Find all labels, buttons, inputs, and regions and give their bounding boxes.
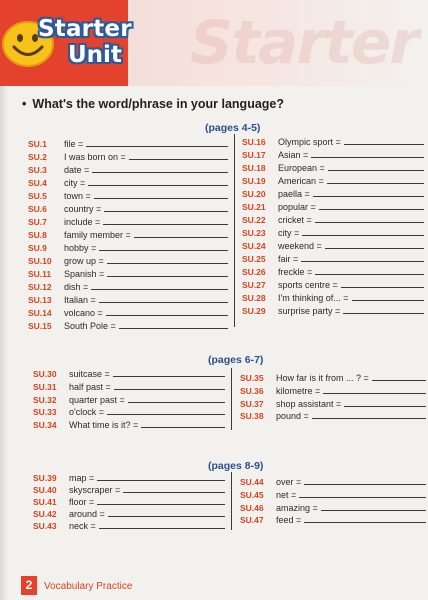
vocab-term: over = — [276, 477, 302, 487]
vocab-item — [242, 147, 424, 160]
answer-line[interactable] — [313, 196, 424, 197]
vocab-term: around = — [69, 509, 105, 519]
vocab-code: SU.43 — [33, 521, 57, 531]
vocab-item — [28, 292, 228, 305]
page-number: 2 — [21, 576, 37, 595]
answer-line[interactable] — [344, 406, 426, 407]
vocab-item — [33, 518, 225, 531]
vocab-term: city = — [64, 178, 86, 188]
vocab-code: SU.23 — [242, 228, 266, 238]
vocab-item — [242, 199, 424, 212]
vocab-term: surprise party = — [278, 306, 341, 316]
vocab-code: SU.45 — [240, 489, 264, 500]
answer-line[interactable] — [99, 528, 225, 529]
answer-line[interactable] — [107, 276, 228, 277]
answer-line[interactable] — [299, 497, 426, 498]
vocab-code: SU.42 — [33, 509, 57, 519]
vocab-item — [33, 404, 225, 417]
vocab-term: What time is it? = — [69, 420, 139, 431]
vocab-term: hobby = — [64, 243, 97, 253]
vocab-code: SU.6 — [28, 204, 47, 214]
vocab-item — [28, 318, 228, 331]
vocab-code: SU.17 — [242, 150, 266, 160]
vocab-code: SU.35 — [240, 373, 264, 383]
vocab-code: SU.32 — [33, 394, 57, 405]
vocab-code: SU.9 — [28, 243, 47, 253]
answer-line[interactable] — [319, 209, 424, 210]
vocab-code: SU.30 — [33, 369, 57, 379]
instruction-text: What's the word/phrase in your language? — [32, 97, 285, 111]
vocab-item — [240, 500, 426, 513]
vocab-code: SU.1 — [28, 139, 47, 149]
vocab-term: South Pole = — [64, 321, 116, 331]
vocab-code: SU.46 — [240, 502, 264, 513]
vocab-code: SU.14 — [28, 308, 52, 318]
vocab-item — [240, 396, 426, 409]
vocab-code: SU.39 — [33, 473, 57, 483]
answer-line[interactable] — [323, 393, 426, 394]
vocab-code: SU.8 — [28, 230, 47, 240]
answer-line[interactable] — [315, 274, 424, 275]
answer-line[interactable] — [106, 315, 228, 316]
answer-line[interactable] — [113, 376, 225, 377]
vocab-item — [240, 487, 426, 500]
vocab-code: SU.11 — [28, 269, 52, 279]
vocab-item — [242, 186, 424, 199]
answer-line[interactable] — [372, 380, 426, 381]
answer-line[interactable] — [315, 222, 424, 223]
answer-line[interactable] — [104, 211, 228, 212]
vocab-code: SU.2 — [28, 152, 47, 162]
vocab-item — [240, 383, 426, 396]
answer-line[interactable] — [302, 235, 424, 236]
vocab-term: freckle = — [278, 267, 313, 277]
vocab-code: SU.24 — [242, 241, 266, 251]
answer-line[interactable] — [107, 414, 225, 415]
answer-line[interactable] — [129, 159, 228, 160]
vocab-code: SU.34 — [33, 420, 57, 431]
vocab-term: feed = — [276, 515, 302, 526]
vocab-item — [240, 474, 426, 487]
vocab-code: SU.28 — [242, 293, 266, 303]
vocab-item — [242, 264, 424, 277]
vocab-item — [28, 279, 228, 292]
answer-line[interactable] — [321, 510, 426, 511]
answer-line[interactable] — [123, 492, 225, 493]
vocab-code: SU.41 — [33, 497, 57, 507]
vocab-term: shop assistant = — [276, 398, 342, 409]
vocab-term: town = — [64, 191, 91, 201]
answer-line[interactable] — [352, 300, 424, 301]
vocab-item — [240, 408, 426, 421]
answer-line[interactable] — [327, 183, 424, 184]
answer-line[interactable] — [325, 248, 424, 249]
column-divider — [231, 472, 232, 530]
vocab-term: date = — [64, 165, 90, 175]
vocab-code: SU.44 — [240, 477, 264, 487]
vocab-term: neck = — [69, 521, 96, 531]
vocab-item — [242, 134, 424, 147]
vocab-item — [242, 212, 424, 225]
answer-line[interactable] — [92, 172, 228, 173]
answer-line[interactable] — [86, 146, 228, 147]
vocab-item — [28, 305, 228, 318]
vocab-term: How far is it from ... ? = — [276, 373, 369, 383]
section-heading-pages-8-9: (pages 8-9) — [208, 460, 264, 472]
vocab-term: American = — [278, 176, 324, 186]
answer-line[interactable] — [103, 224, 228, 225]
vocab-code: SU.31 — [33, 381, 57, 392]
vocab-term: popular = — [278, 202, 316, 212]
page-edge-shadow — [0, 0, 8, 600]
answer-line[interactable] — [134, 237, 228, 238]
vocab-term: I was born on = — [64, 152, 126, 162]
vocab-code: SU.19 — [242, 176, 266, 186]
vocab-item — [28, 240, 228, 253]
vocab-code: SU.29 — [242, 306, 266, 316]
vocab-term: paella = — [278, 189, 310, 199]
header-watermark: Starter — [190, 8, 417, 78]
unit-title-unit: Unit — [68, 42, 122, 68]
vocab-term: o'clock = — [69, 407, 104, 418]
answer-line[interactable] — [304, 522, 426, 523]
vocab-item — [33, 417, 225, 430]
answer-line[interactable] — [94, 198, 228, 199]
answer-line[interactable] — [99, 302, 228, 303]
vocab-term: file = — [64, 139, 84, 149]
vocab-term: country = — [64, 204, 102, 214]
unit-logo-block — [0, 0, 132, 86]
vocab-code: SU.33 — [33, 407, 57, 418]
answer-line[interactable] — [343, 313, 424, 314]
vocab-term: quarter past = — [69, 394, 125, 405]
answer-line[interactable] — [304, 484, 426, 485]
vocab-code: SU.47 — [240, 515, 264, 526]
vocab-term: map = — [69, 473, 95, 483]
answer-line[interactable] — [114, 389, 225, 390]
vocab-term: amazing = — [276, 502, 318, 513]
vocab-item — [242, 303, 424, 316]
answer-line[interactable] — [108, 516, 225, 517]
vocab-code: SU.20 — [242, 189, 266, 199]
vocab-term: weekend = — [278, 241, 322, 251]
vocab-code: SU.15 — [28, 321, 52, 331]
answer-line[interactable] — [91, 289, 228, 290]
vocab-term: city = — [278, 228, 300, 238]
answer-line[interactable] — [141, 427, 225, 428]
vocab-code: SU.40 — [33, 485, 57, 495]
vocab-item — [28, 266, 228, 279]
vocab-code: SU.36 — [240, 385, 264, 396]
answer-line[interactable] — [119, 328, 228, 329]
instruction — [22, 97, 284, 111]
vocab-item — [242, 225, 424, 238]
vocab-code: SU.16 — [242, 137, 266, 147]
unit-title-starter: Starter — [38, 16, 132, 42]
vocab-item — [240, 370, 426, 383]
vocab-term: European = — [278, 163, 325, 173]
vocab-item — [28, 253, 228, 266]
vocab-code: SU.13 — [28, 295, 52, 305]
vocab-term: include = — [64, 217, 101, 227]
column-divider — [234, 134, 235, 327]
vocab-code: SU.12 — [28, 282, 52, 292]
vocab-term: sports centre = — [278, 280, 338, 290]
answer-line[interactable] — [88, 185, 228, 186]
footer-title: Vocabulary Practice — [44, 581, 133, 592]
answer-line[interactable] — [312, 418, 426, 419]
vocab-term: fair = — [278, 254, 299, 264]
vocab-term: family member = — [64, 230, 131, 240]
vocab-item — [33, 366, 225, 379]
vocab-code: SU.21 — [242, 202, 266, 212]
vocab-item — [242, 238, 424, 251]
vocab-term: grow up = — [64, 256, 104, 266]
vocab-code: SU.3 — [28, 165, 47, 175]
vocab-item — [242, 290, 424, 303]
vocab-item — [28, 136, 228, 149]
answer-line[interactable] — [97, 480, 225, 481]
vocab-term: Asian = — [278, 150, 309, 160]
vocab-item — [33, 379, 225, 392]
bullet-icon: • — [22, 97, 27, 111]
vocab-item — [33, 392, 225, 405]
vocab-term: floor = — [69, 497, 95, 507]
vocab-code: SU.4 — [28, 178, 47, 188]
vocab-term: half past = — [69, 381, 111, 392]
vocab-code: SU.27 — [242, 280, 266, 290]
vocab-term: Italian = — [64, 295, 96, 305]
vocab-item — [28, 188, 228, 201]
answer-line[interactable] — [344, 144, 424, 145]
answer-line[interactable] — [301, 261, 424, 262]
vocab-term: volcano = — [64, 308, 103, 318]
vocab-code: SU.25 — [242, 254, 266, 264]
vocab-term: kilometre = — [276, 385, 321, 396]
vocab-code: SU.22 — [242, 215, 266, 225]
vocab-code: SU.18 — [242, 163, 266, 173]
vocab-term: I'm thinking of... = — [278, 293, 349, 303]
vocab-item — [28, 214, 228, 227]
vocab-code: SU.26 — [242, 267, 266, 277]
vocab-term: dish = — [64, 282, 89, 292]
vocab-item — [240, 512, 426, 525]
vocab-item — [242, 277, 424, 290]
vocab-item — [28, 175, 228, 188]
vocab-code: SU.7 — [28, 217, 47, 227]
vocab-item — [28, 227, 228, 240]
vocab-term: pound = — [276, 411, 309, 422]
answer-line[interactable] — [97, 504, 225, 505]
answer-line[interactable] — [328, 170, 424, 171]
vocab-item — [242, 160, 424, 173]
section-heading-pages-4-5: (pages 4-5) — [205, 122, 261, 134]
vocab-code: SU.38 — [240, 411, 264, 422]
vocab-item — [28, 201, 228, 214]
vocab-term: cricket = — [278, 215, 312, 225]
answer-line[interactable] — [311, 157, 424, 158]
answer-line[interactable] — [99, 250, 228, 251]
column-divider — [231, 368, 232, 430]
vocab-item — [242, 251, 424, 264]
vocab-term: skyscraper = — [69, 485, 121, 495]
answer-line[interactable] — [341, 287, 424, 288]
section-heading-pages-6-7: (pages 6-7) — [208, 354, 264, 366]
vocab-item — [28, 149, 228, 162]
vocab-term: Spanish = — [64, 269, 105, 279]
vocab-code: SU.5 — [28, 191, 47, 201]
vocab-term: net = — [276, 489, 297, 500]
vocab-item — [242, 173, 424, 186]
vocab-code: SU.37 — [240, 398, 264, 409]
vocab-code: SU.10 — [28, 256, 52, 266]
vocab-item — [28, 162, 228, 175]
answer-line[interactable] — [107, 263, 228, 264]
vocab-term: Olympic sport = — [278, 137, 341, 147]
answer-line[interactable] — [128, 402, 225, 403]
vocab-term: suitcase = — [69, 369, 110, 379]
